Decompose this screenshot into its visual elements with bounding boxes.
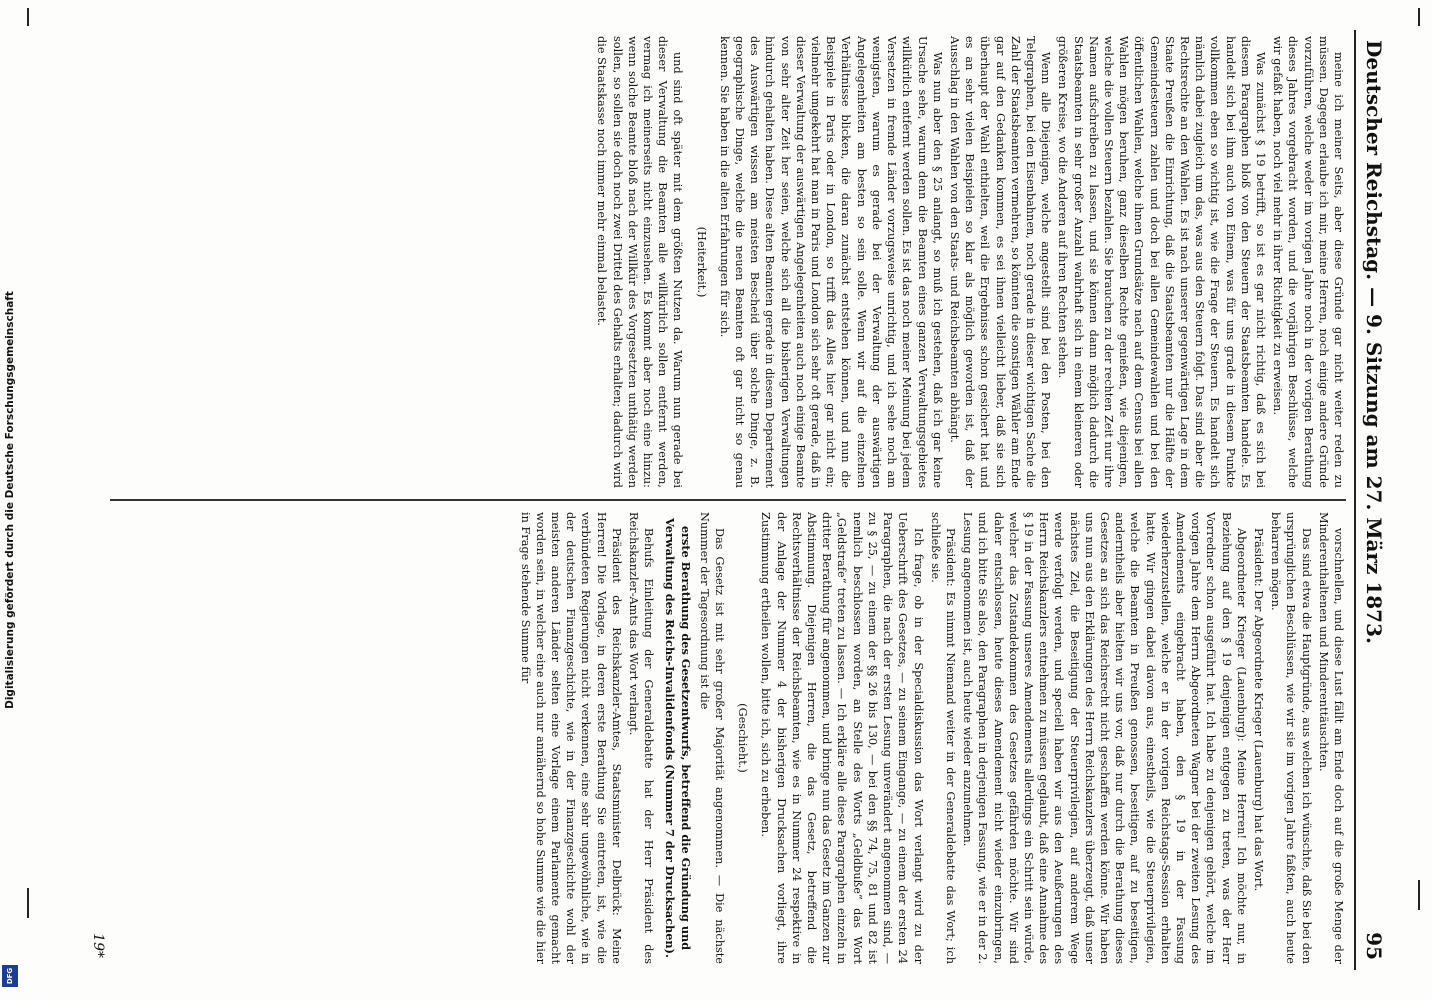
- paragraph: meine ich meiner Seits, aber diese Gründe gar nicht weiter reden zu müssen. Dagegen erlaube ich mir, meine Herren, noch einige andere Gründe vorzuführen, welche weder im vorigen Jahre noch in der vorigen Berathung dieses Jahres vorgebracht worden, und die vorjährigen Beschlüsse, welche wir gefaßt haben, noch viel mehr in ihrer Richtigkeit zu erweisen.: [1271, 36, 1345, 488]
- crop-mark: [1418, 880, 1420, 910]
- signature-mark: 19*: [90, 933, 106, 958]
- paragraph: Präsident: Es nimmt Niemand weiter in der Generaldebatte das Wort; ich schließe sie.: [928, 512, 957, 964]
- paragraph: vorschnellen, und diese Lust fällt am Ende doch auf die große Menge der Minderenthaltenen und Minderenttäuschten.: [1316, 512, 1345, 964]
- paragraph: Was nun aber den § 25 anlangt, so muß ich gestehen, daß ich gar keine Ursache sehe, warum denn die Beamten eines ganzen Verwaltungsgebietes willkürlich entfernt werden sollen. Es ist das noch meiner Meinung bei jedem Versetzen in fremde Länder vorzugsweise unrichtig, und ich sehe noch am wenigsten, warum es gerade bei der Verwaltung der auswärtigen Angelegenheiten am besten so sein solle. Wenn wir auf die einzelnen Verhältnisse blicken, die daran zunächst entstehen können, und nun die Beispiele in Paris oder in London, so trifft das Alles hier gar nicht ein; vielmehr umgekehrt hat man in Paris und London sich sehr oft gerade, daß in dieser Verwaltung der auswärtigen Angelegenheiten auch noch einige Beamte von sehr alter Zeit her seien, welche sich all die bisherigen Verwaltungen hindurch gehalten haben. Diese alten Beamten gerade in diesem Departement des Auswärtigen wissen am meisten Bescheid über solche Dinge, z. B. geographische Dinge, welche die neuen Beamten oft gar nicht so genau kennen. Sie haben in die alten Erfahrungen für sich.: [717, 36, 944, 488]
- paragraph: Präsident: Der Abgeordnete Krieger (Lauenburg) hat das Wort.: [1251, 528, 1265, 892]
- dfg-logo: [2, 965, 18, 987]
- paragraph: Abgeordneter Krieger (Lauenburg): Meine Herren! Ich möchte nur, in Beziehung auf den § 19 denjenigen entgegen zu treten, was der Herr Vorredner schon ausgeführt hat. Ich habe zu denjenigen gehört, welche im vorigen Jahre dem Herrn Abgeordneten Wagner bei der zweiten Lesung des Amendements eingebracht haben, den § 19 in der Fassung wiederherzustellen, welche er in der vorigen Reichstags-Session erhalten hatte. Wir gingen dabei davon aus, einestheils, wie die Steuerprivilegien, welche die Beamten in Preußen genossen, beseitigen, auf zu beseitigen, anderntheils aber hielten wir uns vor, daß nur durch die Berathung dieses Gesetzes an sich das Reichsrecht nicht geschaffen werden könne. Wir haben uns nun aus den Erklärungen des Herrn Reichskanzlers überzeugt, daß unser nächstes Ziel, die Beseitigung der Steuerprivilegien, auf anderem Wege werde verfolgt werden, und speciell haben wir aus den Aeußerungen des Herrn Reichskanzlers entnehmen zu müssen geglaubt, daß eine Annahme des § 19 in der Fassung unseres Amendements allerdings ein Schritt sein würde, welcher das Zustandekommen des Gesetzes gefährden möchte. Wir sind daher entschlossen, heute dieses Amendement nicht wieder einzubringen, und ich bitte Sie also, den Paragraphen in derjenigen Fassung, wie er in der 2. Lesung angenommen ist, auch heute wieder anzunehmen.: [961, 512, 1248, 964]
- dfg-logo-text: DFG: [6, 967, 14, 985]
- page-header: [1354, 30, 1390, 970]
- paragraph: Was zunächst § 19 betrifft, so ist es gar nicht richtig, daß es sich bei diesem Paragraphen bloß von den Steuern der Staatsbeamten handele. Es handelt sich bei ihm auch von Einem, was für uns grade in diesem Punkte vollkommen eben so wichtig ist, wie die Frage der Steuern. Es handelt sich nämlich dabei zugleich um das, was aus den Steuern folgt. Das sind aber die Rechtsrechte an den Wahlen. Es ist nach unserer gegenwärtigen Lage in dem Staate Preußen die Einrichtung, daß die Staatsbeamten nur die Hälfte der Gemeindesteuern zahlen und doch bei allen Gemeindewahlen und bei den öffentlichen Wahlen, welche ihnen Grundsätze nach auf dem Census bei allen Wahlen mögen beruhen, ganz dieselben Rechte genießen, wie diejenigen, welche die vollen Steuern bezahlen. Sie brauchen zu der rechten Zeit nur ihre Namen aufschreiben zu lassen, und sie können dann möglich dadurch die Staatsbeamten in sehr großer Anzahl wahrhaft sich in einem kleineren oder größeren Kreise, wo die Anderen auf ihren Rechten stehen.: [1056, 36, 1267, 488]
- paragraph: und sind oft später mit dem größten Nutzen da. Warum nun gerade bei dieser Verwaltung die Beamten alle willkürlich sollen entfernt werden, vermag ich meinerseits nicht einzusehen. Es kommt aber noch eine hinzu: wenn solche Beamte bloß nach der Willkür des Vorgesetzten unthätig werden sollen, so sollen sie doch noch zwei Drittel des Gehalts erhalten; dadurch wird die Staatskasse noch immer mehr einmal belastet.: [595, 36, 685, 488]
- paragraph: Das Gesetz ist mit sehr großer Majorität angenommen. — Die nächste Nummer der Tagesordnung ist die: [697, 512, 727, 964]
- crop-mark: [1418, 8, 1420, 26]
- digitization-credit: [0, 0, 20, 1000]
- paragraph: Präsident des Reichskanzler-Amtes, Staatsminister Delbrück: Meine Herren! Die Vorlage, in deren erste Berathung Sie eintreten, ist, wie die verbündeten Regierungen nicht verkennen, eine sehr ungewöhnliche, wie in der deutschen Finanzgeschichte, wie in der Finanzgeschichte wohl der meisten anderen Länder selten eine Vorlage einem Parlamente gemacht worden sein, in welcher eine auch nur annähernd so hohe Summe wie die hier in Frage stehende Summe für: [518, 512, 623, 964]
- column-divider: [110, 499, 1346, 501]
- page-number: 95: [1362, 932, 1386, 960]
- crop-mark: [27, 888, 29, 918]
- paragraph: Das sind etwa die Hauptgründe, aus welchen ich wünschte, daß Sie bei den ursprünglichen Beschlüssen, wie wir sie im vorigen Jahre faßten, auch heute beharren mögen.: [1269, 512, 1313, 964]
- agenda-heading: erste Berathung des Gesetzentwurfs, betreffend die Gründung und Verwaltung des Reichs-Invalidenfonds (Nummer 7 der Drucksachen).: [663, 518, 693, 958]
- stage-direction: (Heiterkeit.): [694, 226, 708, 298]
- printed-page: [90, 30, 1390, 970]
- running-title: Deutscher Reichstag. — 9. Sitzung am 27. März 1873.: [1362, 40, 1386, 644]
- paragraph: Behufs Einleitung der Generaldebatte hat der Herr Präsident des Reichskanzler-Amts das Wort verlangt.: [627, 512, 656, 964]
- paragraph: Wenn alle Diejenigen, welche angestellt sind bei den Posten, bei den Telegraphen, bei den Eisenbahnen, noch gerade in dieser wichtigen Sache die Zahl der Staatsbeamten vermehren, so könnten die sonstigen Wähler am Ende gar auf den Gedanken kommen, es sei ihnen vielleicht lieber, daß sie sich überhaupt der Wahl enthielten, weil die Ergebnisse schon gesichert hat und es an sehr vielen Beispielen so klar als möglich geworden ist, daß der Ausschlag in den Wahlen von den Staats- und Reichsbeamten abhängt.: [947, 36, 1053, 488]
- right-column: [110, 512, 1346, 964]
- stage-direction: (Geschieht.): [736, 703, 750, 773]
- left-column: [110, 36, 1346, 488]
- credit-text: Digitalisierung gefördert durch die Deutsche Forschungsgemeinschaft: [4, 291, 16, 709]
- paragraph: Ich frage, ob in der Specialdiskussion das Wort verlangt wird zu der Ueberschrift des Gesetzes, — zu seinem Eingange, — zu einem der ersten 24 Paragraphen, die nach der ersten Lesung unverändert angenommen sind, — zu § 25, — zu einem der §§ 26 bis 130, — bei den §§ 74, 75, 81 und 82 ist nemlich beschlossen worden, an Stelle des Worts „Geldbuße“ das Wort „Geldstrafe“ treten zu lassen. — Ich erkläre alle diese Paragraphen einzeln in dritter Berathung für angenommen, und bringe nun das Gesetz im Ganzen zur Abstimmung. Diejenigen Herren, die das Gesetz, betreffend die Rechtsverhältnisse der Reichsbeamten, wie es in Nummer 24 respektive in der Anlage der Nummer 4 der bisherigen Drucksachen vorliegt, ihre Zustimmung ertheilen wollen, bitte ich, sich zu erheben.: [759, 512, 925, 964]
- rotated-sheet: [80, 20, 1400, 980]
- crop-mark: [27, 8, 29, 26]
- text-columns: [110, 30, 1346, 970]
